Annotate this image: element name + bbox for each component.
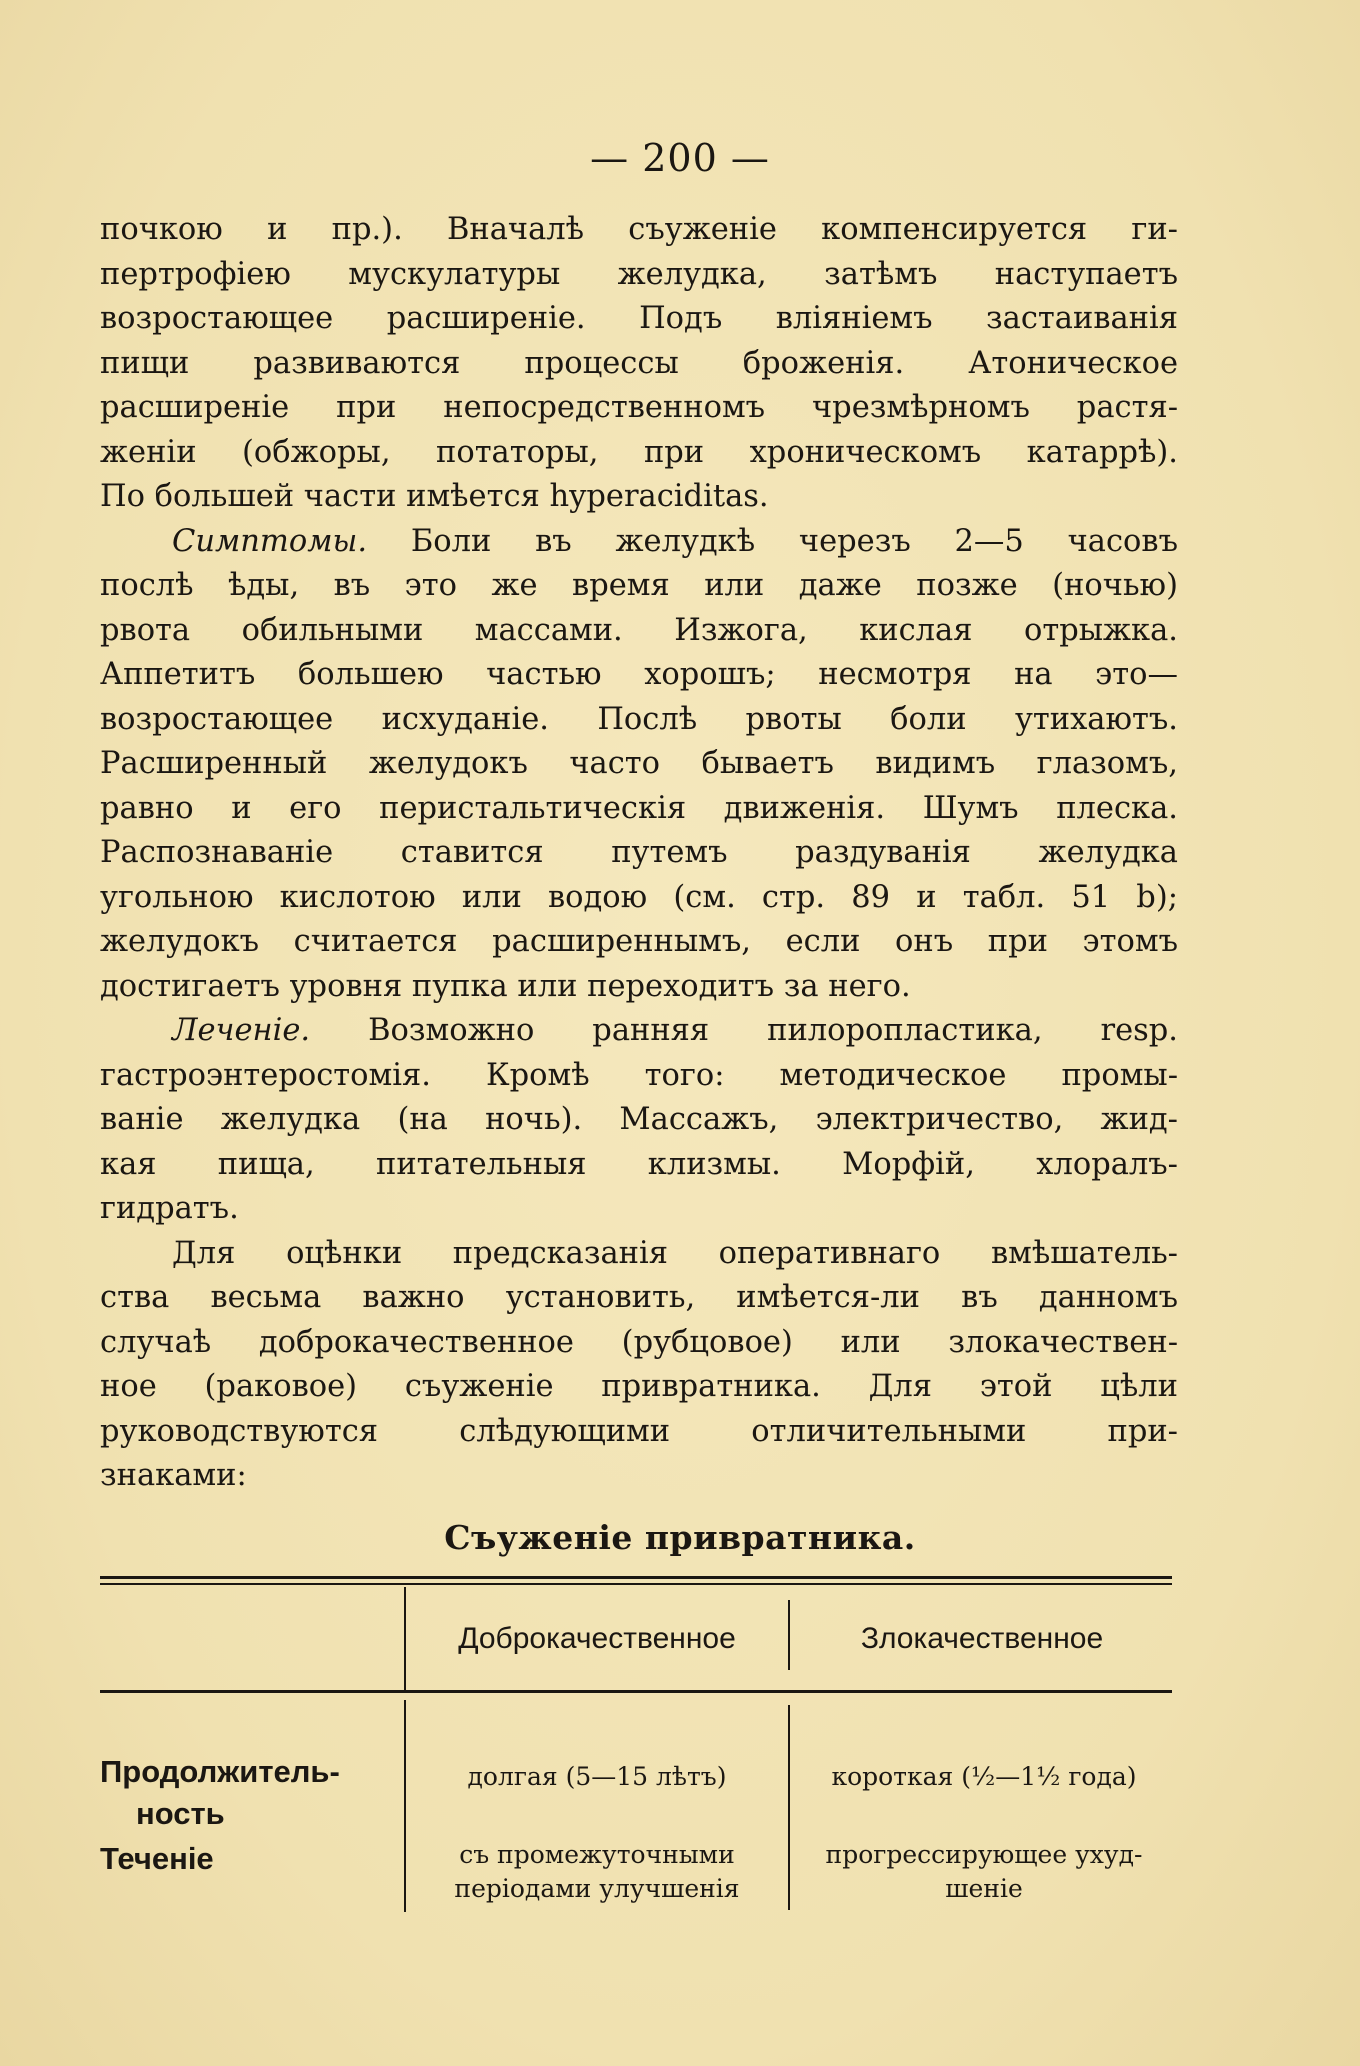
text-line: гидратъ.: [100, 1191, 239, 1226]
text-line: Для оцѣнки предсказанія оперативнаго вмѣшатель-: [172, 1235, 1178, 1271]
text-line: ваніе желудка (на ночь). Массажъ, электричество, жид-: [100, 1102, 1178, 1137]
text-line: знаками:: [100, 1458, 247, 1493]
table-divider: [404, 1700, 406, 1912]
table-cell: [410, 1838, 784, 1906]
table-header-rule: [100, 1690, 1172, 1693]
body-text: [100, 208, 1178, 1499]
row-label-line: ность: [136, 1796, 225, 1831]
page-number: — 200 —: [590, 136, 770, 180]
row-label-line: Продолжитель-: [100, 1754, 340, 1789]
text-line: почкою и пр.). Вначалѣ съуженіе компенсируется ги-: [100, 212, 1178, 247]
text-line: Аппетитъ большею частью хорошъ; несмотря на это—: [100, 657, 1178, 692]
row-label-duration: [100, 1751, 390, 1835]
text-line: Распознаваніе ставится путемъ раздуванія желудка: [100, 835, 1178, 870]
text-line: достигаетъ уровня пупка или переходитъ за него.: [100, 968, 911, 1004]
text-line: рвота обильными массами. Изжога, кислая отрыжка.: [100, 612, 1178, 648]
text-line: женіи (обжоры, потаторы, при хроническомъ катаррѣ).: [100, 434, 1178, 470]
text-line: кая пища, питательныя клизмы. Морфій, хлоралъ-: [100, 1146, 1178, 1182]
text-line: послѣ ѣды, въ это же время или даже позже (ночью): [100, 568, 1178, 603]
text-fragment: Возможно ранняя пилоропластика, resp.: [368, 1013, 1178, 1048]
table-divider: [788, 1600, 790, 1670]
table-cell: [410, 1760, 784, 1794]
table-cell: [792, 1838, 1176, 1906]
table-caption: Съуженіе привратника.: [444, 1518, 916, 1557]
row-label-course: [100, 1838, 390, 1880]
column-header-malignant: Злокачественное: [860, 1622, 1104, 1655]
text-line: [100, 1009, 1178, 1054]
text-line: случаѣ доброкачественное (рубцовое) или злокачествен-: [100, 1324, 1178, 1360]
section-heading-treatment: Леченіе.: [172, 1013, 311, 1048]
text-line: равно и его перистальтическія движенія. Шумъ плеска.: [100, 790, 1178, 826]
text-fragment: Боли въ желудкѣ черезъ 2—5 часовъ: [410, 523, 1178, 559]
text-line: руководствуются слѣдующими отличительными при-: [100, 1413, 1178, 1449]
table-top-rule-thin: [100, 1583, 1172, 1585]
text-line: [100, 520, 1178, 565]
cell-line: шеніе: [945, 1874, 1023, 1903]
text-line: гастроэнтеростомія. Кромѣ того: методическое промы-: [100, 1057, 1178, 1093]
text-line: По большей части имѣется hyperacidіtas.: [100, 479, 769, 514]
cell-line: прогрессирующее ухуд-: [825, 1840, 1143, 1869]
text-line: ное (раковое) съуженіе привратника. Для этой цѣли: [100, 1369, 1178, 1404]
text-line: ства весьма важно установить, имѣется-ли въ данномъ: [100, 1280, 1178, 1315]
cell-line: періодами улучшенія: [454, 1874, 740, 1903]
table-cell: [792, 1760, 1176, 1794]
cell-line: съ промежуточными: [459, 1840, 735, 1869]
table-divider: [404, 1587, 406, 1690]
row-label-line: Теченіе: [100, 1841, 214, 1876]
text-line: пертрофіею мускулатуры желудка, затѣмъ наступаетъ: [100, 256, 1178, 292]
column-header-benign: Доброкачественное: [458, 1622, 736, 1655]
table-divider: [788, 1705, 790, 1910]
text-line: пищи развиваются процессы броженія. Атоническое: [100, 345, 1178, 381]
text-line: возростающее расширеніе. Подъ вліяніемъ застаиванія: [100, 301, 1178, 336]
text-line: желудокъ считается расширеннымъ, если онъ при этомъ: [100, 924, 1178, 959]
cell-line: короткая (½—1½ года): [831, 1762, 1137, 1791]
section-heading-symptoms: Симптомы.: [172, 523, 368, 559]
text-line: угольною кислотою или водою (см. стр. 89 и табл. 51 b);: [100, 879, 1178, 915]
table-top-rule: [100, 1576, 1172, 1579]
text-line: возростающее исхуданіе. Послѣ рвоты боли утихаютъ.: [100, 701, 1178, 737]
cell-line: долгая (5—15 лѣтъ): [467, 1762, 727, 1791]
text-line: Расширенный желудокъ часто бываетъ видимъ глазомъ,: [100, 746, 1178, 781]
text-line: расширеніе при непосредственномъ чрезмѣрномъ растя-: [100, 390, 1178, 425]
